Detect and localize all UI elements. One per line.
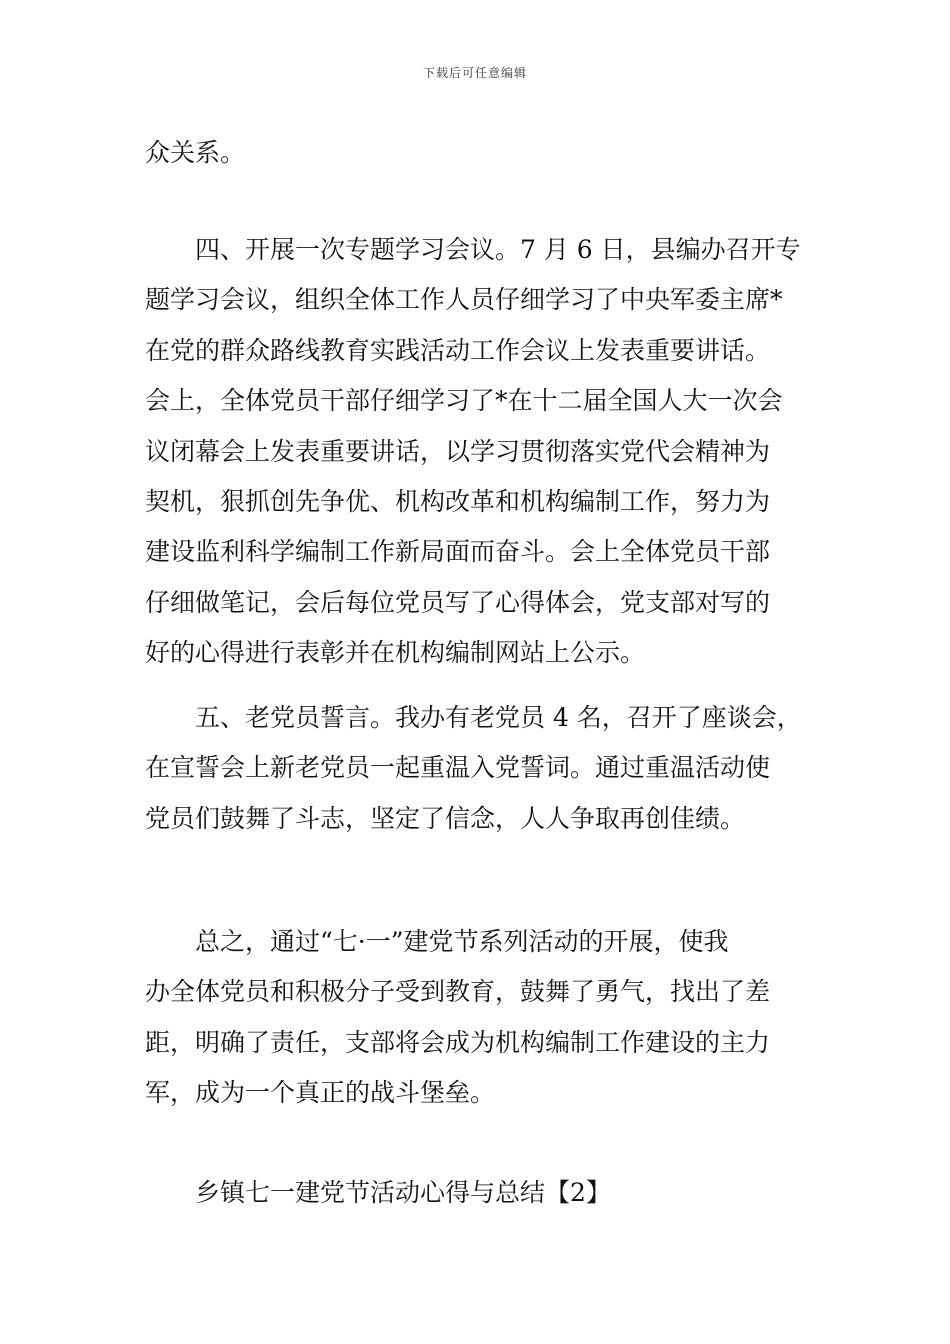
- text-line: 总之，通过“七·一”建党节系列活动的开展，使我: [195, 927, 729, 956]
- text-line: 会上，全体党员干部仔细学习了*在十二届全国人大一次会: [145, 386, 783, 416]
- text-line: 在党的群众路线教育实践活动工作会议上发表重要讲话。: [145, 335, 771, 365]
- text-line: 题学习会议，组织全体工作人员仔细学习了中央军委主席*: [145, 285, 783, 315]
- text-line: 办全体党员和积极分子受到教育，鼓舞了勇气，找出了差: [145, 977, 771, 1007]
- paragraph-conclusion: [145, 917, 810, 1119]
- text-line: 议闭幕会上发表重要讲话，以学习贯彻落实党代会精神为: [145, 436, 771, 466]
- text-line: 契机，狠抓创先争优、机构改革和机构编制工作，努力为: [145, 486, 771, 516]
- text-line: 在宣誓会上新老党员一起重温入党誓词。通过重温活动使: [145, 753, 771, 783]
- text-line: 众关系。: [145, 138, 246, 167]
- text-line: 四、开展一次专题学习会议。7 月 6 日，县编办召开专: [195, 235, 801, 264]
- text-line: 军，成为一个真正的战斗堡垒。: [145, 1078, 496, 1108]
- text-line: 仔细做笔记，会后每位党员写了心得体会，党支部对写的: [145, 587, 771, 617]
- text-line: 好的心得进行表彰并在机构编制网站上公示。: [145, 638, 646, 668]
- text-line: 建设监利科学编制工作新局面而奋斗。会上全体党员干部: [145, 537, 771, 567]
- section-title: [145, 1168, 810, 1218]
- paragraph-section-four: [145, 225, 810, 679]
- paragraph-continuation: [145, 128, 810, 178]
- text-line: 乡镇七一建党节活动心得与总结【2】: [195, 1178, 611, 1207]
- text-line: 五、老党员誓言。我办有老党员 4 名，召开了座谈会，: [195, 703, 802, 732]
- text-line: 党员们鼓舞了斗志，坚定了信念，人人争取再创佳绩。: [145, 803, 746, 833]
- paragraph-section-five: [145, 693, 810, 844]
- page-header: 下载后可任意编辑: [422, 66, 527, 80]
- text-line: 距，明确了责任，支部将会成为机构编制工作建设的主力: [145, 1027, 771, 1057]
